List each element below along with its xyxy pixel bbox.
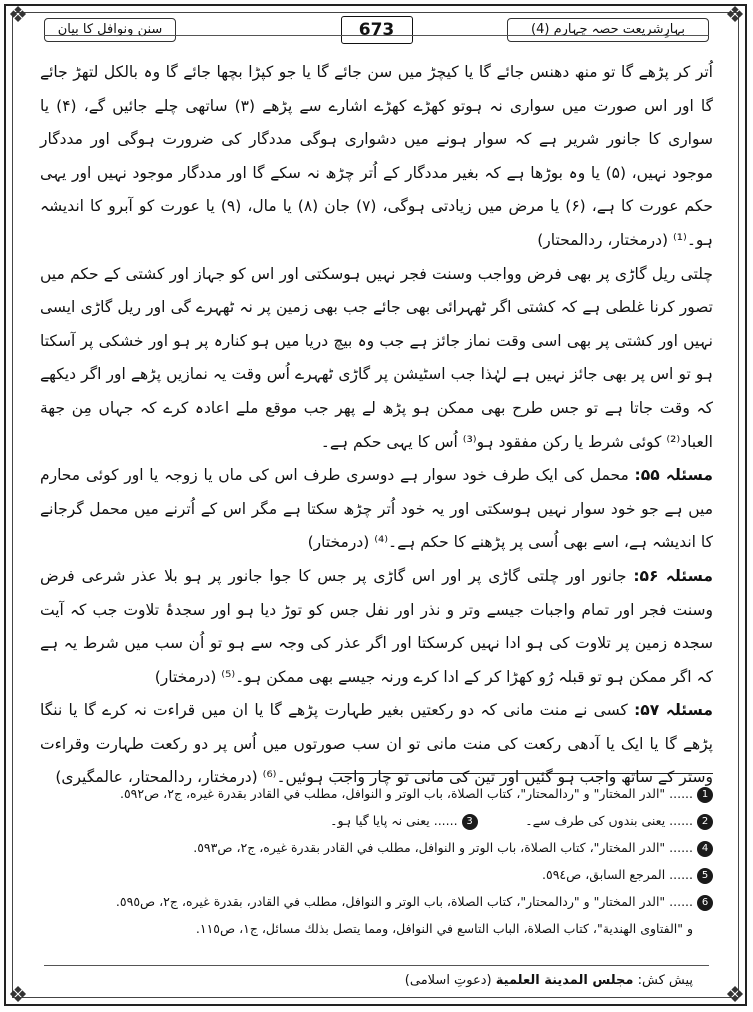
header-divider — [44, 35, 709, 36]
footnote-number: 1 — [697, 787, 713, 803]
corner-ornament-icon: ❖ — [8, 3, 28, 28]
footnote-number: 5 — [697, 868, 713, 884]
footnotes — [40, 780, 713, 942]
footnote-number: 3 — [462, 814, 478, 830]
footnote — [40, 861, 713, 888]
publisher-org: (دعوتِ اسلامی) — [404, 973, 492, 988]
footnote-text: ...... المرجع السابق، ص٥٩٤. — [542, 867, 693, 882]
footnote-number: 4 — [697, 841, 713, 857]
footnote-divider — [333, 773, 713, 774]
corner-ornament-icon: ❖ — [725, 3, 745, 28]
main-text — [40, 56, 713, 795]
masala-text: کسی نے منت مانی کہ دو رکعتیں بغیر طہارت پڑھے گا یا ان میں قراءت نہ کرے گا یا ننگا پڑھے گا یا ایک یا آدھی رکعت کی منت مانی تو ان سب صورتوں میں اُس پر دو رکعت طہارت وقراءت وستر کے ساتھ واجب ہو گئیں اور تین کی مانی تو چار واجب ہوئیں۔⁽⁶⁾ (درمختار، ردالمحتار، عالمگیری) — [40, 701, 713, 787]
footer-prefix: پیش کش: — [637, 973, 693, 988]
footer-divider — [44, 965, 709, 966]
paragraph: چلتی ریل گاڑی پر بھی فرض وواجب وسنت فجر نہیں ہوسکتی اور اس کو جہاز اور کشتی کے حکم میں تصور کرنا غلطی ہے کہ کشتی اگر ٹھہرائی بھی جائے جب بھی زمین پر نہ ٹھہرے گی اور ریل گاڑی ایسی نہیں اور کشتی پر بھی اسی وقت نماز جائز ہے جب وہ بیچ دریا میں ہو کنارہ پر ہو اور خشکی پر آسکتا ہو تو اس پر بھی جائز نہیں ہے لہٰذا جب اسٹیشن پر گاڑی ٹھہرے اُس وقت یہ نمازیں پڑھے اور اگر دیکھے کہ وقت جاتا ہے تو جس طرح بھی ممکن ہو پڑھ لے پھر جب موقع ملے اعادہ کرے کہ جہاں مِن جهة العباد⁽²⁾ کوئی شرط یا رکن مفقود ہو⁽³⁾ اُس کا یہی حکم ہے۔ — [40, 264, 713, 451]
page-header — [44, 16, 709, 46]
masala-label: مسئلہ ۵۷: — [634, 701, 714, 720]
page-number: 673 — [341, 16, 413, 44]
masala-56 — [40, 560, 713, 694]
footnote-text: ...... "الدر المختار" و "ردالمحتار"، كتاب الصلاة، باب الوتر و النوافل، مطلب في القادر بقدرة غيره، ج٢، ص٥٩٢. — [119, 786, 693, 801]
footnote — [40, 807, 713, 834]
footnote-continuation: و "الفتاوى الهندية"، كتاب الصلاة، الباب التاسع في النوافل، ومما يتصل بذلك مسائل، ج١، ص١١٥. — [195, 921, 693, 936]
masala-text: محمل کی ایک طرف خود سوار ہے دوسری طرف اس کی ماں یا زوجہ یا اور کوئی محارم میں ہے جو خود سوار نہیں ہوسکتی اور یہ خود اُتر چڑھ سکتا ہے مگر اس کے اُترنے میں محمل گرجانے کا اندیشہ ہے، اسے بھی اُسی پر پڑھنے کا حکم ہے۔⁽⁴⁾ (درمختار) — [40, 466, 713, 552]
masala-label: مسئلہ ۵۵: — [634, 466, 713, 485]
footnote — [40, 780, 713, 807]
footnote — [40, 834, 713, 861]
footnote-number: 6 — [697, 895, 713, 911]
footnote — [40, 888, 713, 915]
masala-label: مسئلہ ۵۶: — [633, 566, 713, 585]
footnote-text: ...... یعنی نہ پایا گیا ہو۔ — [330, 813, 458, 828]
corner-ornament-icon: ❖ — [8, 983, 28, 1008]
book-title: بہارِشریعت حصہ چہارم (4) — [507, 18, 709, 42]
page-footer — [405, 970, 693, 992]
footnote-text: ...... یعنی بندوں کی طرف سے۔ — [525, 813, 693, 828]
publisher-name: مجلس المدينة العلمية — [495, 973, 634, 988]
masala-text: جانور اور چلتی گاڑی پر اور اس گاڑی پر جس کا جوا جانور پر ہو بلا عذر شرعی فرض وسنت فجر اور تمام واجبات جیسے وتر و نذر اور نفل جس کو توڑ دیا ہو اور سجدۂ تلاوت جب کہ آیت سجدہ زمین پر تلاوت کی ہو ادا نہیں کرسکتا اور اگر عذر کی وجہ سے ہو تو اُن سب میں شرط یہ ہے کہ اگر ممکن ہو تو قبلہ رُو کھڑا کر کے ادا کرے ورنہ جیسے بھی ممکن ہو۔⁽⁵⁾ (درمختار) — [40, 566, 713, 686]
footnote-text: ...... "الدر المختار" و "ردالمحتار"، كتاب الصلاة، باب الوتر و النوافل، مطلب في القادر، بقدرة غيره، ج٢، ص٥٩٥. — [115, 894, 693, 909]
paragraph: اُتر کر پڑھے گا تو منھ دھنس جائے گا یا کیچڑ میں سن جائے گا یا جو کپڑا بچھا جائے گا وہ بالکل لتھڑ جائے گا اور اس صورت میں سواری نہ ہوتو کھڑے کھڑے اشارے سے پڑھے (۳) ساتھی چلے جائیں گے، (۴) یا سواری کا جانور شریر ہے کہ سوار ہونے میں دشواری ہوگی مددگار کی ضرورت ہوگی اور مددگار موجود نہیں، (۵) یا وہ بوڑھا ہے کہ بغیر مددگار کے اُتر چڑھ نہ سکے گا اور مددگار موجود نہیں اور یہی حکم عورت کا ہے، (۶) یا مرض میں زیادتی ہوگی، (۷) جان (۸) یا مال، (۹) یا عورت کو آبرو کا اندیشہ ہو۔⁽¹⁾ (درمختار، ردالمحتار) — [40, 63, 713, 249]
corner-ornament-icon: ❖ — [725, 983, 745, 1008]
footnote-text: ...... "الدر المختار"، كتاب الصلاة، باب الوتر و النوافل، مطلب في القادر بقدرة غيره، ج٢، ص٥٩٣. — [193, 840, 693, 855]
chapter-title: سنن ونوافل کا بیان — [44, 18, 176, 42]
masala-55 — [40, 459, 713, 560]
footnote-number: 2 — [697, 814, 713, 830]
